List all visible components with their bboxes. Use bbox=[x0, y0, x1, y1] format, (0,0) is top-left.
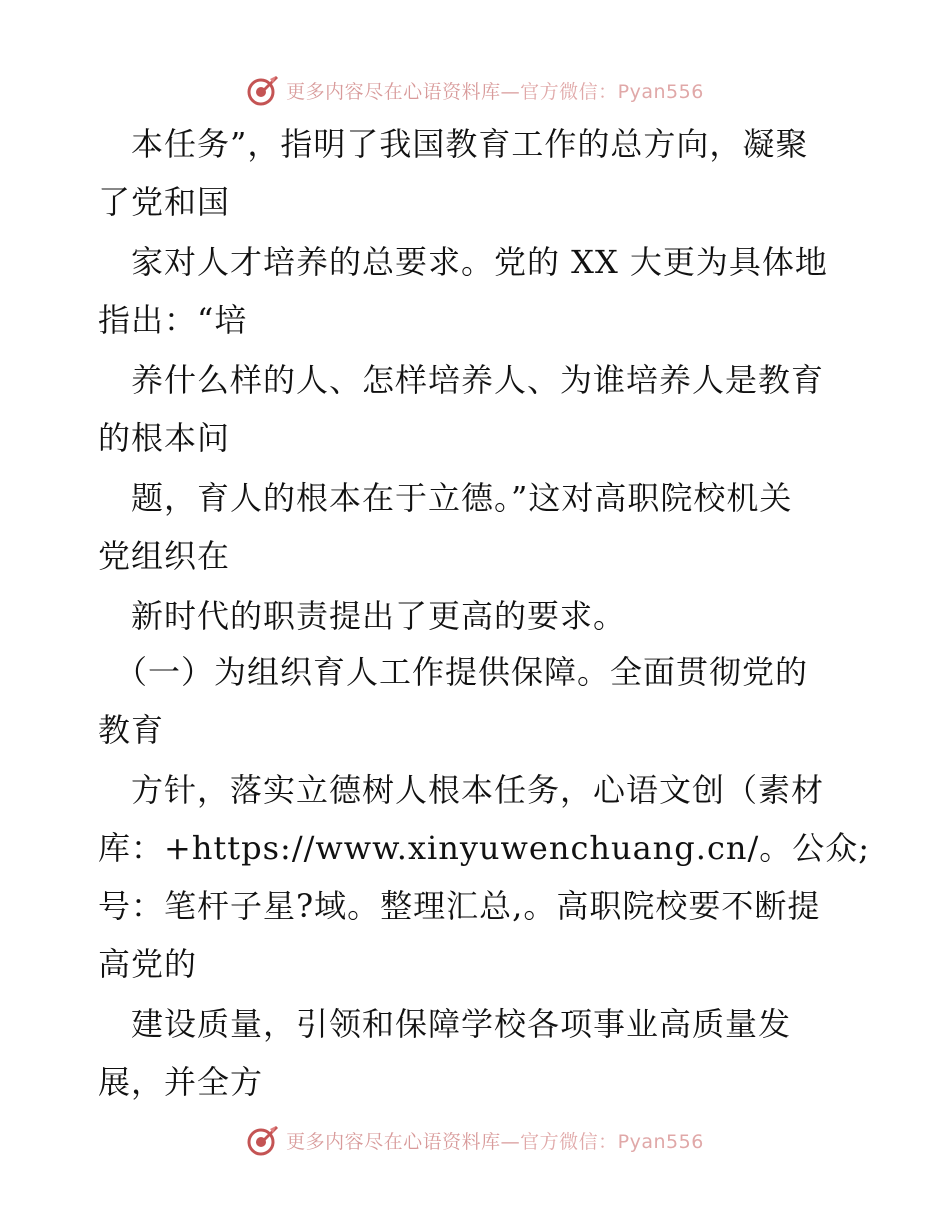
watermark-text: 更多内容尽在心语资料库—官方微信：Pyan556 bbox=[286, 80, 704, 103]
quill-pen-icon bbox=[246, 73, 280, 107]
text-line: 教育 bbox=[98, 711, 165, 749]
text-line: 了党和国 bbox=[98, 183, 231, 221]
text-line: 高党的 bbox=[98, 945, 198, 983]
footer-watermark bbox=[0, 1120, 950, 1160]
watermark-text: 更多内容尽在心语资料库—官方微信：Pyan556 bbox=[286, 1130, 704, 1153]
text-line: 党组织在 bbox=[98, 537, 231, 575]
header-watermark bbox=[0, 70, 950, 110]
text-line: 展，并全方 bbox=[98, 1063, 264, 1101]
text-line: 本任务”，指明了我国教育工作的总方向，凝聚 bbox=[98, 125, 809, 163]
text-line: 方针，落实立德树人根本任务，心语文创（素材 bbox=[98, 771, 825, 809]
text-line: 题，育人的根本在于立德。”这对高职院校机关 bbox=[98, 479, 793, 517]
text-line: 库：+https://www.xinyuwenchuang.cn/。公众; bbox=[98, 829, 871, 867]
text-line: 新时代的职责提出了更高的要求。 bbox=[98, 597, 627, 635]
text-line: 号：笔杆子星?域。整理汇总,。高职院校要不断提 bbox=[98, 887, 821, 925]
text-line: 的根本问 bbox=[98, 419, 231, 457]
text-line: 家对人才培养的总要求。党的 XX 大更为具体地 bbox=[98, 243, 828, 281]
text-line: （一）为组织育人工作提供保障。全面贯彻党的 bbox=[98, 653, 809, 691]
text-line: 养什么样的人、怎样培养人、为谁培养人是教育 bbox=[98, 361, 825, 399]
quill-pen-icon bbox=[246, 1123, 280, 1157]
text-line: 指出：“培 bbox=[98, 301, 248, 339]
text-line: 建设质量，引领和保障学校各项事业高质量发 bbox=[98, 1005, 792, 1043]
